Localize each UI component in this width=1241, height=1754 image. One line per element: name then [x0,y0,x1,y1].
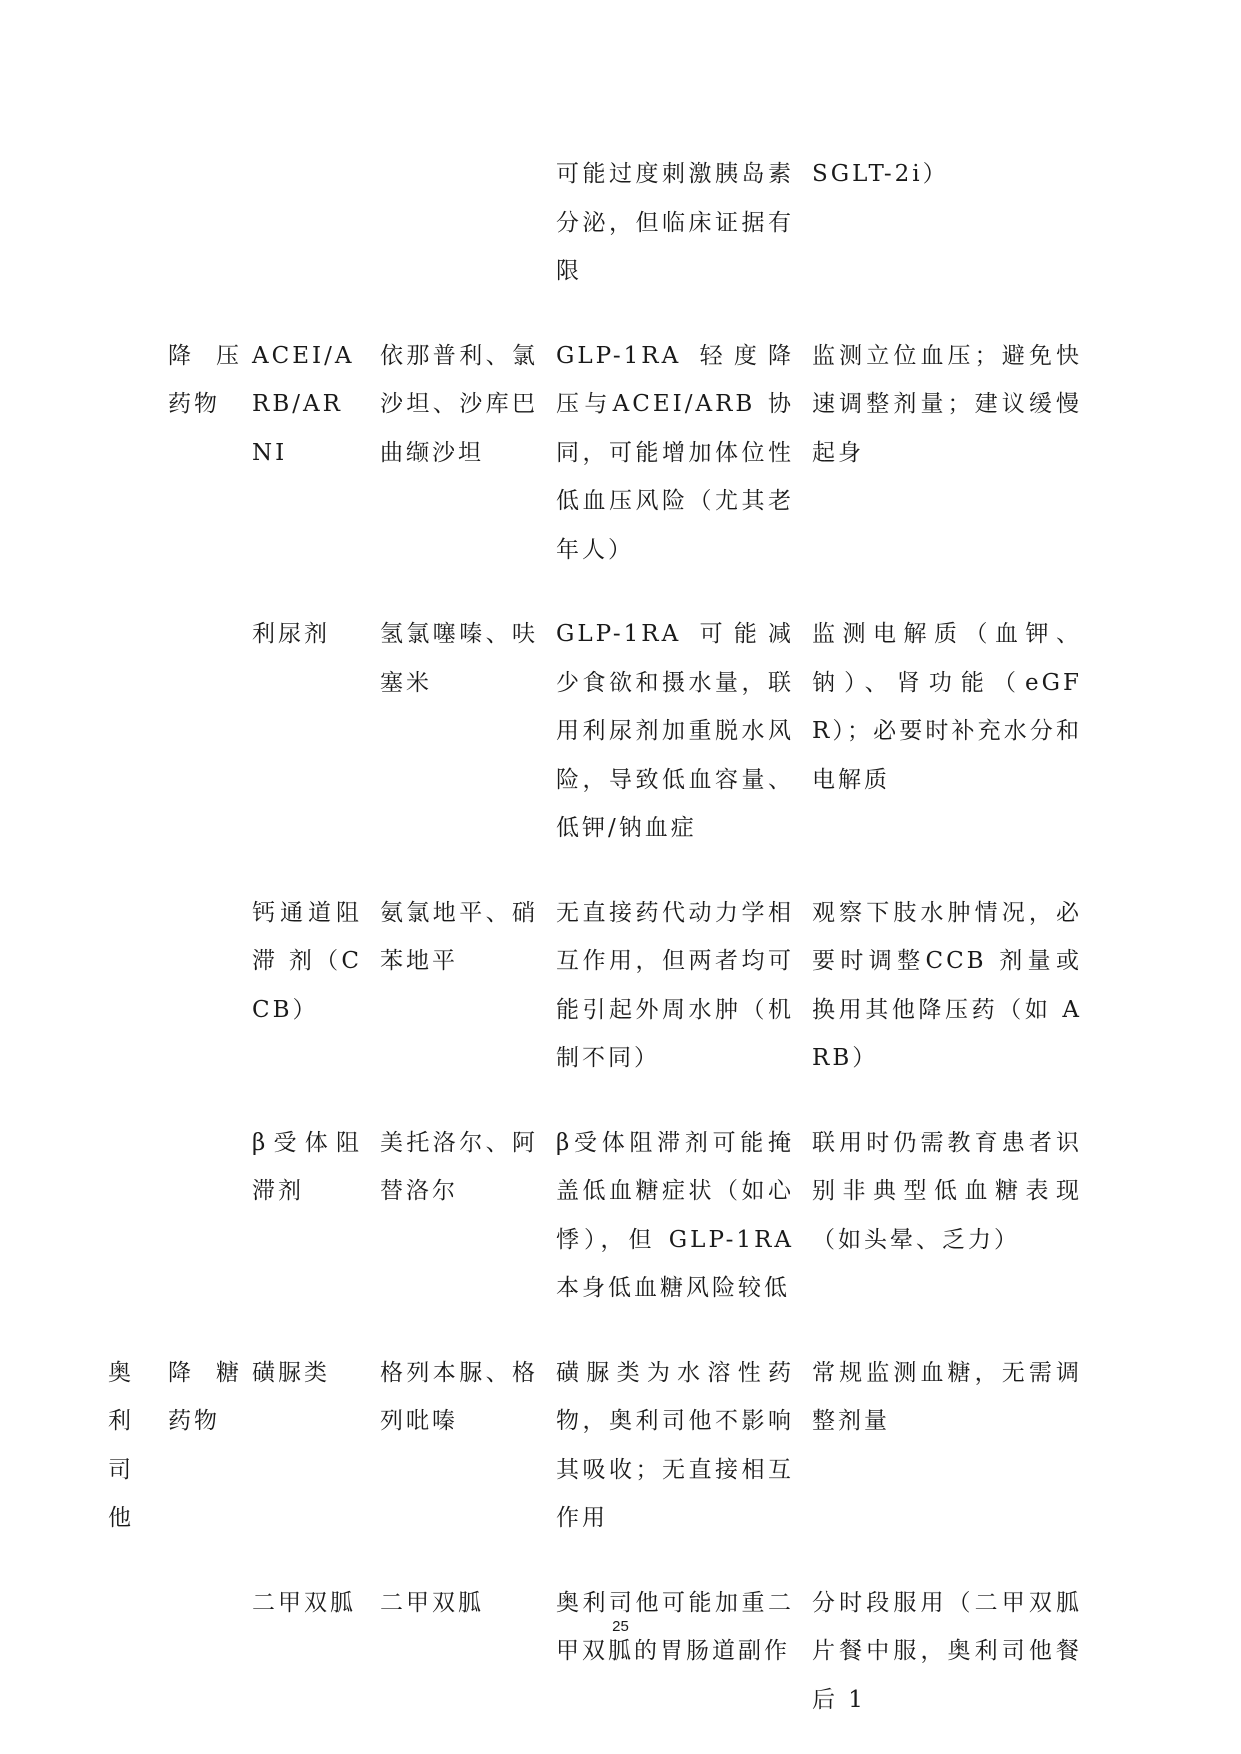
row-gap [108,1313,1082,1349]
table-cell-col3: 二甲双胍 [252,1589,356,1616]
row-gap-cell [108,1083,1082,1119]
table-cell-col1 [108,332,168,575]
row-gap [108,574,1082,610]
table-cell-col3: 磺脲类 [252,1359,330,1386]
table-cell-col4 [380,150,556,296]
table-cell-col3: 钙通道阻滞 剂（CCB） [252,899,362,1023]
table-cell-col1 [108,150,168,296]
table-cell-col1 [108,1119,168,1313]
table-cell-col5: 磺脲类为水溶性药物，奥利司他不影响其吸收；无直接相互作用 [556,1359,794,1531]
row-gap [108,1083,1082,1119]
table-cell-col5: 无直接药代动力学相互作用，但两者均可能引起外周水肿（机制不同） [556,899,794,1071]
table-cell-col6: 观察下肢水肿情况，必要时调整CCB 剂量或换用其他降压药（如 ARB） [812,899,1082,1071]
drug-interaction-table [108,150,1082,1724]
row-gap [108,296,1082,332]
table-cell-col4: 格列本脲、格列吡嗪 [380,1359,538,1434]
table-cell-col1 [108,610,168,853]
row-gap [108,1543,1082,1579]
table-cell-col2 [168,889,252,1083]
table-cell-col2: 降 压药物 [168,342,242,417]
table-row [108,150,1082,296]
table-cell-col3: ACEI/ARB/ARNI [252,342,355,466]
table-row [108,889,1082,1083]
table-cell-col5: GLP-1RA 可能减少食欲和摄水量，联用利尿剂加重脱水风险，导致低血容量、低钾/钠血症 [556,621,794,841]
table-cell-col2 [168,1579,252,1725]
row-gap-cell [108,574,1082,610]
row-gap-cell [108,853,1082,889]
table-cell-col6: SGLT-2i） [812,161,949,187]
table-cell-col2: 降糖 药物 [168,1359,242,1434]
table-cell-col6: 联用时仍需教育患者识别非典型低血糖表现（如头晕、乏力） [812,1129,1082,1253]
table-cell-col4: 氢氯噻嗪、呋塞米 [380,621,538,696]
table-cell-col1 [108,889,168,1083]
table-cell-col6: 分时段服用（二甲双胍片餐中服，奥利司他餐后 1 [812,1589,1082,1713]
table-row [108,332,1082,575]
table-cell-col4: 氨氯地平、硝苯地平 [380,899,538,974]
table-cell-col5: β受体阻滞剂可能掩盖低血糖症状（如心悸），但 GLP-1RA 本身低血糖风险较低 [556,1129,794,1301]
table-cell-col2 [168,1119,252,1313]
table-cell-col6: 常规监测血糖，无需调整剂量 [812,1359,1082,1434]
table-cell-col1: 奥 利司他 [108,1359,134,1531]
table-cell-col4: 二甲双胍 [380,1589,484,1616]
table-cell-col5: GLP-1RA 轻度降压与ACEI/ARB 协同，可能增加体位性低血压风险（尤其老年人） [556,342,794,563]
table-cell-col3: 利尿剂 [252,621,330,647]
page-number: 25 [612,1618,629,1635]
row-gap [108,853,1082,889]
table-row [108,1119,1082,1313]
table-cell-col5: 可能过度刺激胰岛素分泌，但临床证据有限 [556,161,794,284]
table-cell-col6: 监测电解质（血钾、钠）、肾功能（eGFR）；必要时补充水分和电解质 [812,621,1082,793]
table-cell-col3 [252,150,380,296]
table-cell-col4: 美托洛尔、阿替洛尔 [380,1129,538,1204]
table-cell-col1 [108,1579,168,1725]
table-cell-col2 [168,150,252,296]
row-gap-cell [108,1313,1082,1349]
row-gap-cell [108,296,1082,332]
table-row [108,610,1082,853]
table-cell-col3: β受体阻滞剂 [252,1129,362,1204]
table-cell-col6: 监测立位血压；避免快速调整剂量；建议缓慢起身 [812,342,1082,466]
row-gap-cell [108,1543,1082,1579]
table-row [108,1349,1082,1543]
table-cell-col5: 奥利司他可能加重二甲双胍的胃肠道副作 [556,1589,794,1664]
table-cell-col2 [168,610,252,853]
table-row [108,1579,1082,1725]
table-body [108,150,1082,1724]
table-cell-col4: 依那普利、氯沙坦、沙库巴曲缬沙坦 [380,342,538,466]
